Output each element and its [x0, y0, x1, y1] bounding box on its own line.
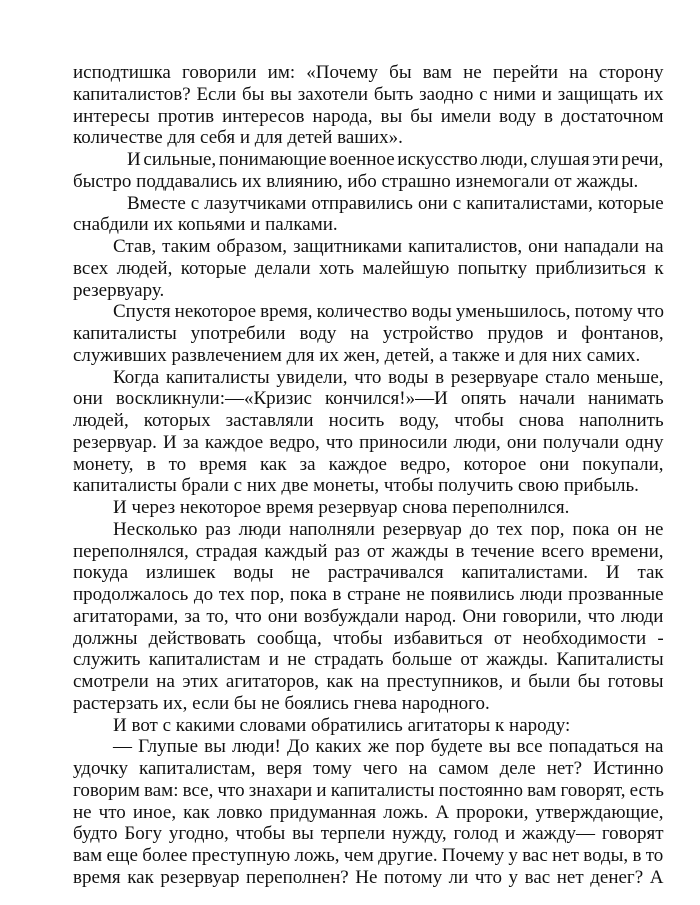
text-line — [73, 475, 664, 497]
text-line — [73, 758, 664, 780]
text-line-content: резервуару. — [73, 279, 165, 301]
text-line — [73, 149, 664, 171]
text-line-content: И сильные, понимающие военное искусство люди, слушая эти речи, — [127, 149, 664, 170]
text-line-content: исподтишка говорили им: «Почему бы вам не перейти на сторону — [73, 62, 664, 83]
text-line-content: Когда капиталисты увидели, что воды в резервуаре стало меньше, — [113, 366, 664, 388]
text-line — [73, 106, 664, 128]
text-line — [73, 715, 664, 737]
text-line — [73, 171, 664, 193]
text-line — [73, 867, 664, 889]
text-line — [73, 323, 664, 345]
text-line-content: переполнялся, страдая каждый раз от жажды в течение всего времени, — [73, 540, 664, 562]
text-line-content: смотрели на этих агитаторов, как на преступников, и были бы готовы — [73, 671, 664, 692]
text-line — [73, 649, 664, 671]
text-line — [73, 345, 664, 367]
text-line — [73, 519, 664, 541]
text-line-content: интересы против интересов народа, вы бы имели воду в достаточном — [73, 105, 664, 127]
text-line-content: Став, таким образом, защитниками капиталистов, они нападали на — [113, 236, 664, 257]
text-line-content: покуда излишек воды не растрачивался капиталистами. И так — [73, 562, 664, 584]
text-line — [73, 736, 664, 758]
text-line-content: снабдили их копьями и палками. — [73, 214, 338, 236]
text-line — [73, 258, 664, 280]
text-line-content: время как резервуар переполнен? Не потому ли что у вас нет денег? А — [73, 866, 664, 888]
text-line-content: Несколько раз люди наполняли резервуар до тех пор, пока он не — [113, 518, 664, 540]
text-line-content: быстро поддавались их влиянию, ибо страшно изнемогали от жажды. — [73, 170, 639, 192]
text-line-content: монету, в то время как за каждое ведро, которое они покупали, — [73, 453, 664, 475]
text-line-content: они воскликнули:—«Кризис кончился!»—И опять начали нанимать — [73, 388, 664, 410]
text-line-content: капиталисты брали с них две монеты, чтобы получить свою прибыль. — [73, 475, 639, 497]
text-line — [73, 388, 664, 410]
text-line — [73, 84, 664, 106]
text-line — [73, 62, 664, 84]
text-line — [73, 432, 664, 454]
text-line-content: растерзать их, если бы не боялись гнева народного. — [73, 692, 490, 714]
text-line — [73, 193, 664, 215]
text-line-content: не что иное, как ловко придуманная ложь. А пророки, утверждающие, — [73, 801, 664, 823]
text-line — [73, 671, 664, 693]
text-line — [73, 562, 664, 584]
text-line-content: удочку капиталистам, веря тому чего на самом деле нет? Истинно — [73, 758, 664, 779]
text-line-content: капиталистов? Если бы вы захотели быть заодно с ними и защищать их — [73, 83, 664, 105]
text-line — [73, 367, 664, 389]
text-line-content: людей, которых заставляли носить воду, чтобы снова наполнить — [73, 410, 664, 431]
text-line — [73, 301, 664, 323]
text-line-content: Спустя некоторое время, количество воды уменьшилось, потому что — [113, 301, 664, 323]
text-line-content: будто Богу угодно, чтобы вы терпели нужду, голод и жажду— говорят — [73, 823, 664, 845]
text-line — [73, 823, 664, 845]
text-line — [73, 454, 664, 476]
text-line-content: И через некоторое время резервуар снова переполнился. — [113, 497, 570, 518]
text-line-content: вам еще более преступную ложь, чем другие. Почему у вас нет воды, в то — [73, 845, 664, 866]
text-line-content: капиталисты употребили воду на устройство прудов и фонтанов, — [73, 323, 664, 344]
text-line-content: всех людей, которые делали хоть малейшую попытку приблизиться к — [73, 257, 664, 279]
text-line — [73, 606, 664, 628]
text-line-content: продолжалось до тех пор, пока в стране не появились люди прозванные — [73, 584, 664, 605]
text-line — [73, 410, 664, 432]
document-page — [73, 62, 664, 889]
text-line-content: резервуар. И за каждое ведро, что приносили люди, они получали одну — [73, 431, 664, 453]
text-line — [73, 584, 664, 606]
text-line-content: — Глупые вы люди! До каких же пор будете вы все попадаться на — [113, 736, 664, 758]
text-line-content: служить капиталистам и не страдать больше от жажды. Капиталисты — [73, 649, 664, 671]
text-line-content: служивших развлечением для их жен, детей, а также и для них самих. — [73, 344, 641, 366]
text-line — [73, 236, 664, 258]
text-line — [73, 214, 664, 236]
text-line — [73, 802, 664, 824]
text-line — [73, 280, 664, 302]
text-line — [73, 497, 664, 519]
text-line — [73, 127, 664, 149]
text-line — [73, 628, 664, 650]
text-line — [73, 693, 664, 715]
text-line-content: говорим вам: все, что знахари и капиталисты постоянно вам говорят, есть — [73, 779, 664, 801]
text-line-content: И вот с какими словами обратились агитаторы к народу: — [113, 714, 571, 736]
text-line — [73, 780, 664, 802]
text-line-content: должны действовать сообща, чтобы избавиться от необходимости - — [73, 627, 664, 649]
text-line — [73, 541, 664, 563]
text-line-content: количестве для себя и для детей ваших». — [73, 127, 403, 149]
text-line — [73, 845, 664, 867]
text-line-content: Вместе с лазутчиками отправились они с капиталистами, которые — [127, 192, 664, 214]
text-line-content: агитаторами, за то, что они возбуждали народ. Они говорили, что люди — [73, 605, 664, 627]
